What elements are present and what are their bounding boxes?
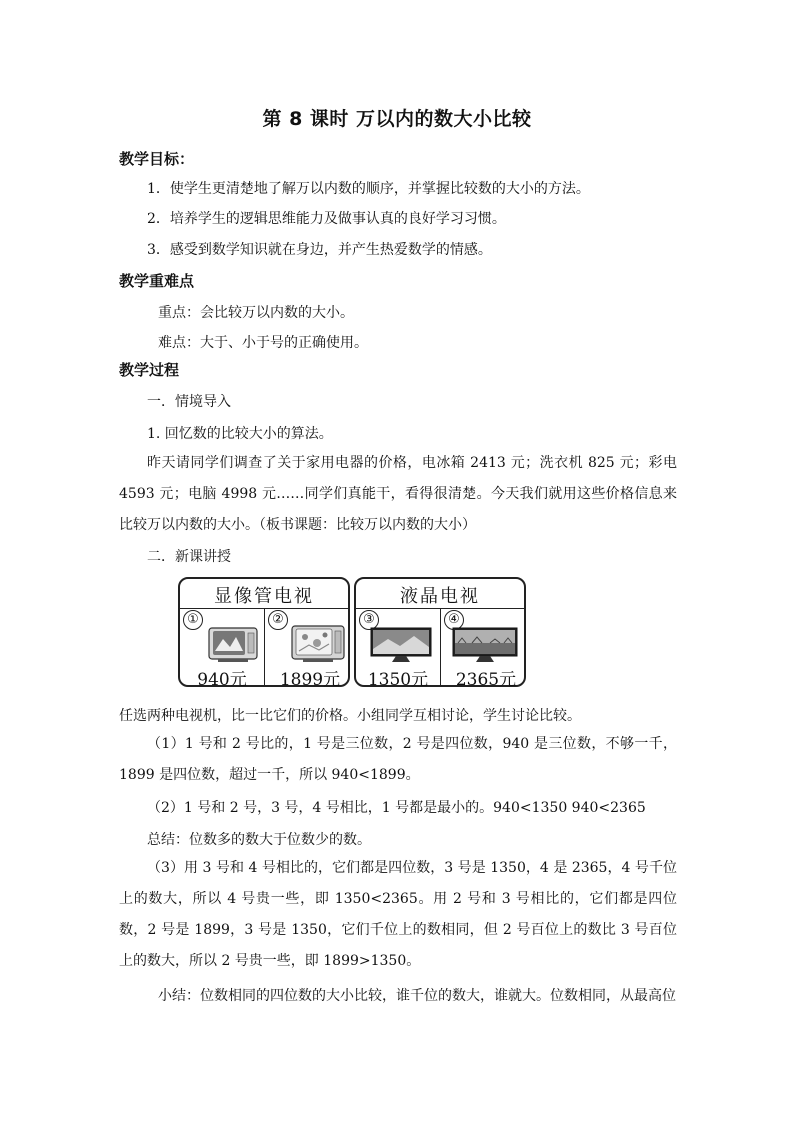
tv-price: 940元 — [197, 670, 247, 690]
intro-paragraph: 昨天请同学们调查了关于家用电器的价格，电冰箱 2413 元；洗衣机 825 元；彩电 4593 元；电脑 4998 元……同学们真能干，看得很清楚。今天我们就用这些价格信息来比较万以内数的大小。（板书课题：比较万以内数的大小） — [119, 455, 677, 533]
tv-number-badge: ② — [268, 610, 288, 630]
crt-tv-icon — [291, 625, 345, 663]
summary-2: 小结：位数相同的四位数的大小比较，谁千位的数大，谁就大。位数相同，从最高位 — [158, 988, 676, 1004]
goals-heading: 教学目标： — [119, 150, 195, 168]
process-item: 1. 回忆数的比较大小的算法。 — [147, 426, 333, 442]
tv-number-badge: ① — [183, 610, 203, 630]
task-text: 任选两种电视机，比一比它们的价格。小组同学互相讨论，学生讨论比较。 — [119, 708, 581, 724]
panel-title: 显像管电视 — [214, 586, 314, 607]
divider — [264, 608, 265, 685]
page-title: 第 8 课时 万以内的数大小比较 — [262, 108, 532, 130]
divider — [440, 608, 441, 685]
section-heading: 一．情境导入 — [147, 394, 231, 410]
lcd-tv-panel — [354, 577, 526, 690]
lcd-tv-icon — [370, 627, 432, 665]
tv-number-badge: ④ — [444, 610, 464, 630]
key-points-heading: 教学重难点 — [119, 272, 195, 290]
tv-number-badge: ③ — [359, 610, 379, 630]
difficulty-point: 难点：大于、小于号的正确使用。 — [158, 335, 368, 351]
tv-price: 1350元 — [367, 670, 429, 690]
summary-1: 总结：位数多的数大于位数少的数。 — [147, 832, 371, 848]
tv-price: 2365元 — [455, 670, 517, 690]
goal-item: 2．培养学生的逻辑思维能力及做事认真的良好学习习惯。 — [147, 211, 506, 227]
paragraph-1: （1）1 号和 2 号比的，1 号是三位数，2 号是四位数，940 是三位数，不够一千，1899 是四位数，超过一千，所以 940<1899。 — [119, 736, 677, 783]
tv-price: 1899元 — [279, 670, 341, 690]
panel-title: 液晶电视 — [400, 586, 480, 607]
lcd-tv-icon — [452, 627, 518, 665]
goal-item: 3．感受到数学知识就在身边，并产生热爱数学的情感。 — [147, 242, 492, 258]
crt-tv-panel — [178, 577, 350, 690]
paragraph-3: （3）用 3 号和 4 号相比的，它们都是四位数，3 号是 1350，4 是 2365，4 号千位上的数大，所以 4 号贵一些，即 1350<2365。用 2 号和 3 号相比的，它们都是四位数，2 号是 1899，3 号是 1350，它们千位上的数相同，但 2 号百位上的数比 3 号百位上的数大，所以 2 号贵一些，即 1899>1350。 — [119, 860, 677, 969]
paragraph-2: （2）1 号和 2 号，3 号，4 号相比，1 号都是最小的。940<1350 940<2365 — [147, 800, 646, 816]
section-heading: 二．新课讲授 — [147, 549, 231, 565]
focus-point: 重点：会比较万以内数的大小。 — [158, 305, 354, 321]
goal-item: 1．使学生更清楚地了解万以内数的顺序，并掌握比较数的大小的方法。 — [147, 181, 590, 197]
crt-tv-icon — [208, 627, 258, 663]
process-heading: 教学过程 — [119, 361, 180, 379]
tv-price-figure — [178, 577, 526, 689]
